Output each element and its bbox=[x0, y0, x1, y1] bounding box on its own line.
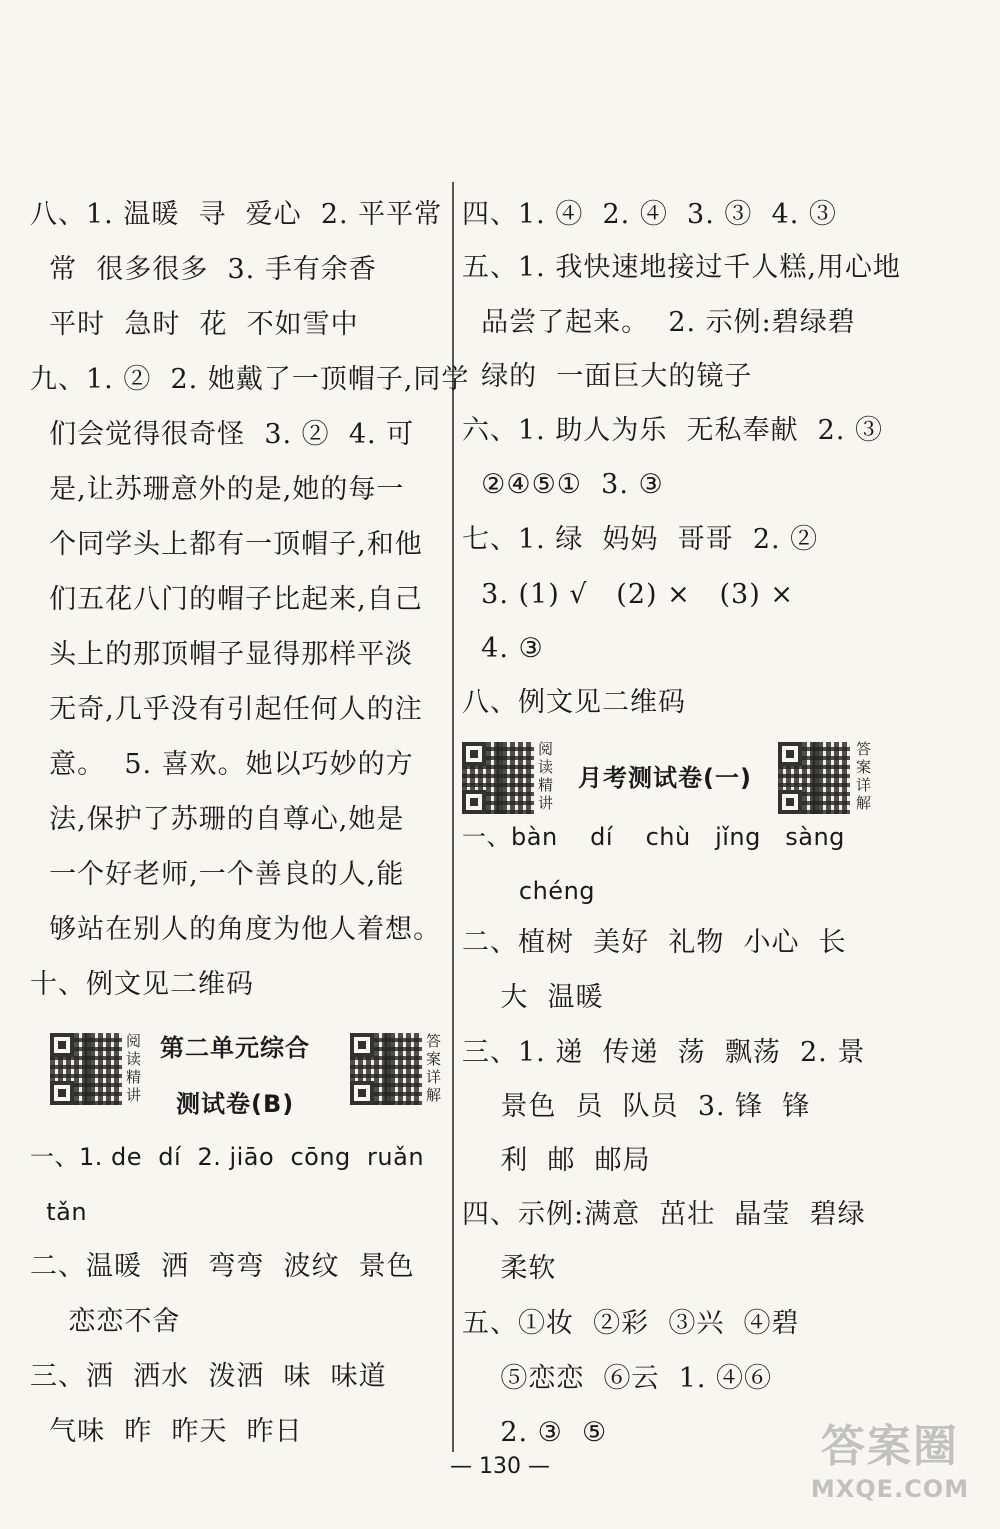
answer-line: 五、1. 我快速地接过千人糕,用心地 bbox=[462, 252, 901, 283]
qr-caption-answer: 答案详解 bbox=[426, 1032, 442, 1104]
watermark-main: 答案圈 bbox=[821, 1421, 959, 1472]
answer-line: 3. (1) √ (2) × (3) × bbox=[462, 579, 794, 610]
answer-line: 八、1. 温暖 寻 爱心 2. 平平常 bbox=[30, 199, 443, 230]
answer-line: 头上的那顶帽子显得那样平淡 bbox=[30, 639, 414, 670]
qr-code-reading[interactable] bbox=[50, 1033, 122, 1105]
answer-line: chéng bbox=[462, 877, 596, 905]
qr-caption-reading: 阅读精讲 bbox=[126, 1032, 142, 1104]
answer-line: 气味 昨 昨天 昨日 bbox=[30, 1416, 303, 1447]
answer-line: 们五花八门的帽子比起来,自己 bbox=[30, 584, 423, 615]
answer-line: 三、洒 洒水 泼洒 味 味道 bbox=[30, 1361, 387, 1392]
answer-line: 五、①妆 ②彩 ③兴 ④碧 bbox=[462, 1308, 800, 1339]
qr-code-reading[interactable] bbox=[462, 742, 534, 814]
answer-line: 常 很多很多 3. 手有余香 bbox=[30, 254, 377, 285]
section-title: 月考测试卷(一) bbox=[578, 764, 752, 792]
answer-line: 大 温暖 bbox=[462, 982, 604, 1013]
answer-line: 利 邮 邮局 bbox=[462, 1145, 651, 1176]
page-number: — 130 — bbox=[450, 1454, 550, 1479]
qr-code-answer[interactable] bbox=[778, 742, 850, 814]
answer-line: 是,让苏珊意外的是,她的每一 bbox=[30, 474, 405, 505]
answer-line: 4. ③ bbox=[462, 633, 544, 664]
qr-caption-reading: 阅读精讲 bbox=[538, 740, 554, 812]
answer-line: ⑤恋恋 ⑥云 1. ④⑥ bbox=[462, 1363, 773, 1394]
answer-line: 六、1. 助人为乐 无私奉献 2. ③ bbox=[462, 415, 884, 446]
answer-line: 意。 5. 喜欢。她以巧妙的方 bbox=[30, 749, 414, 780]
answer-line: 三、1. 递 传递 荡 飘荡 2. 景 bbox=[462, 1037, 866, 1068]
qr-caption-answer: 答案详解 bbox=[856, 740, 872, 812]
answer-line: 恋恋不舍 bbox=[30, 1306, 181, 1337]
answer-line: 景色 员 队员 3. 锋 锋 bbox=[462, 1091, 811, 1122]
answer-line: 平时 急时 花 不如雪中 bbox=[30, 309, 359, 340]
answer-line: 二、温暖 洒 弯弯 波纹 景色 bbox=[30, 1251, 415, 1282]
answer-line: 八、例文见二维码 bbox=[462, 687, 686, 718]
answer-line: 四、1. ④ 2. ④ 3. ③ 4. ③ bbox=[462, 199, 837, 230]
answer-line: 一、1. de dí 2. jiāo cōng ruǎn bbox=[30, 1143, 425, 1171]
answer-line: 够站在别人的角度为他人着想。 bbox=[30, 914, 442, 945]
watermark-logo bbox=[790, 1420, 990, 1520]
answer-line: tǎn bbox=[30, 1198, 88, 1226]
answer-line: 十、例文见二维码 bbox=[30, 969, 254, 1000]
answer-line: 四、示例:满意 茁壮 晶莹 碧绿 bbox=[462, 1199, 866, 1230]
qr-code-answer[interactable] bbox=[350, 1033, 422, 1105]
section-title: 第二单元综合 bbox=[160, 1034, 310, 1062]
answer-line: 九、1. ② 2. 她戴了一顶帽子,同学 bbox=[30, 364, 470, 395]
answer-line: 绿的 一面巨大的镜子 bbox=[462, 361, 753, 392]
answer-line: 个同学头上都有一顶帽子,和他 bbox=[30, 529, 423, 560]
watermark-site: MXQE.COM bbox=[810, 1475, 970, 1503]
answer-line: 一、bàn dí chù jǐng sàng bbox=[462, 823, 845, 851]
answer-line: 柔软 bbox=[462, 1253, 557, 1284]
answer-line: 七、1. 绿 妈妈 哥哥 2. ② bbox=[462, 524, 819, 555]
answer-line: 无奇,几乎没有引起任何人的注 bbox=[30, 694, 423, 725]
answer-line: 二、植树 美好 礼物 小心 长 bbox=[462, 927, 847, 958]
answer-line: 法,保护了苏珊的自尊心,她是 bbox=[30, 804, 405, 835]
answer-line: ②④⑤① 3. ③ bbox=[462, 469, 664, 500]
answer-line: 品尝了起来。 2. 示例:碧绿碧 bbox=[462, 307, 856, 338]
answer-line: 们会觉得很奇怪 3. ② 4. 可 bbox=[30, 419, 415, 450]
section-subtitle: 测试卷(B) bbox=[176, 1090, 295, 1118]
answer-line: 2. ③ ⑤ bbox=[462, 1417, 608, 1448]
answer-line: 一个好老师,一个善良的人,能 bbox=[30, 859, 405, 890]
